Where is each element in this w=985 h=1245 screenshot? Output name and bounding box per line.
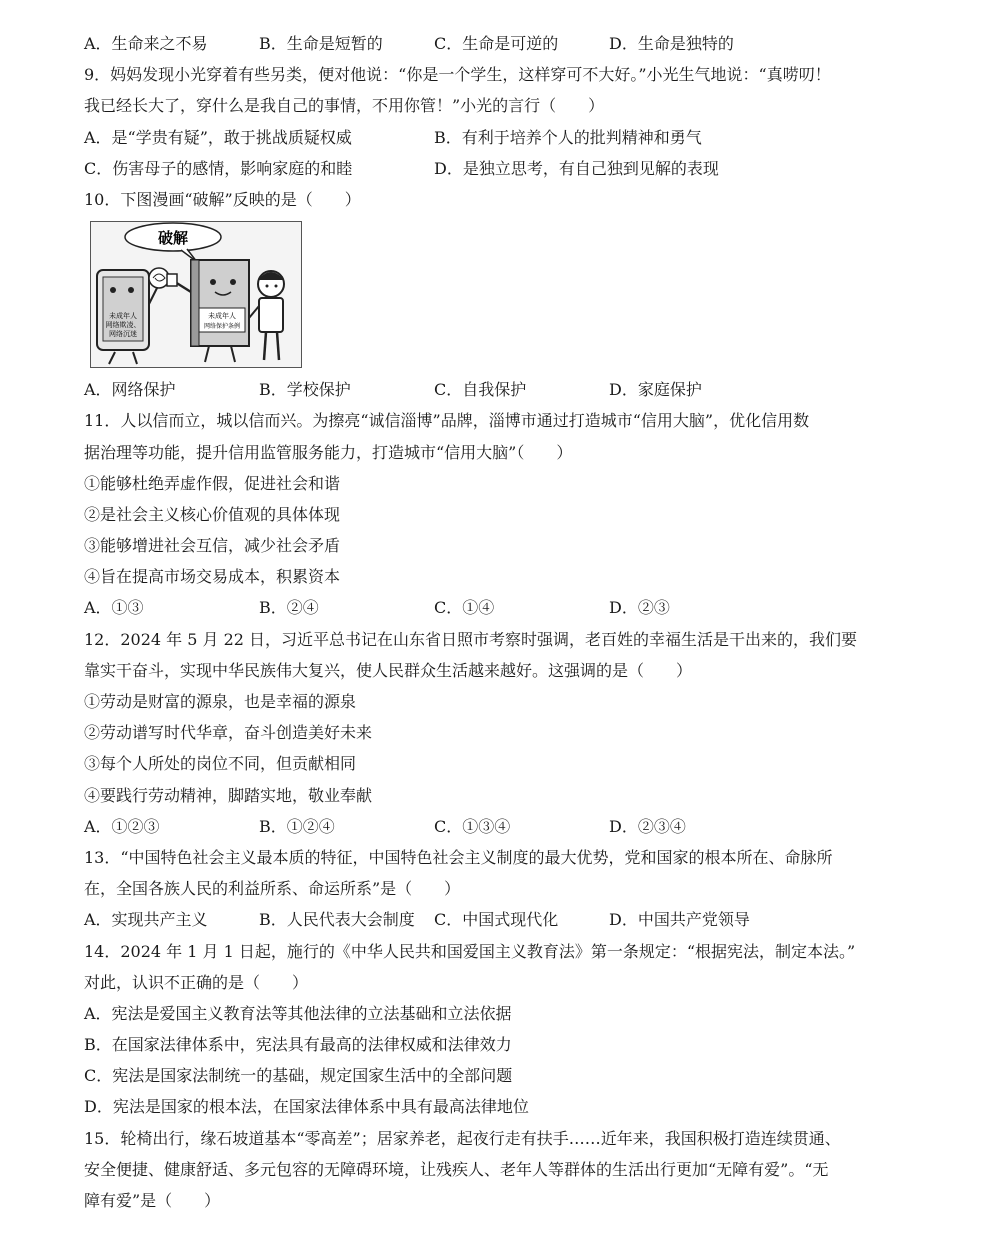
option-a[interactable]: A．网络保护: [84, 380, 176, 400]
q11-stem-line-2: 据治理等功能，提升信用监管服务能力，打造城市“信用大脑”（ ）: [84, 442, 573, 462]
q13-stem-line-2: 在，全国各族人民的利益所系、命运所系”是（ ）: [84, 879, 461, 899]
q13-stem-line-1: 13．“中国特色社会主义最本质的特征，中国特色社会主义制度的最大优势，党和国家的根本所在、命脉所: [84, 847, 833, 867]
book-label-line-2: 网络保护条例: [203, 323, 241, 331]
option-a[interactable]: A．①③: [84, 598, 144, 618]
q15-stem-line-1: 15．轮椅出行，缘石坡道基本“零高差”；居家养老，起夜行走有扶手……近年来，我国积极打造连续贯通、: [84, 1128, 841, 1148]
q11-item-3: ③能够增进社会互信，减少社会矛盾: [84, 536, 341, 556]
q9-options-row-2: [84, 153, 904, 184]
option-b[interactable]: B．②④: [259, 598, 319, 618]
option-d[interactable]: D．生命是独特的: [609, 34, 734, 53]
q11-item-1: ①能够杜绝弄虚作假，促进社会和谐: [84, 473, 341, 493]
q12-stem-line-1: 12．2024 年 5 月 22 日，习近平总书记在山东省日照市考察时强调，老百姓的幸福生活是干出来的，我们要: [84, 629, 858, 649]
q11-item-2: ②是社会主义核心价值观的具体体现: [84, 504, 341, 524]
option-c[interactable]: C．伤害母子的感情，影响家庭的和睦: [84, 158, 353, 178]
option-c[interactable]: C．①③④: [434, 816, 511, 836]
q14-stem-line-1: 14．2024 年 1 月 1 日起，施行的《中华人民共和国爱国主义教育法》第一条规定：“根据宪法，制定本法。”: [84, 941, 856, 961]
option-a[interactable]: A．宪法是爱国主义教育法等其他法律的立法基础和立法依据: [84, 1003, 512, 1023]
option-a[interactable]: A．①②③: [84, 816, 160, 836]
phone-sign-line-2: 网络欺凌、: [105, 321, 141, 330]
option-b[interactable]: B．在国家法律体系中，宪法具有最高的法律权威和法律效力: [84, 1035, 512, 1055]
q12-item-3: ③每个人所处的岗位不同，但贡献相同: [84, 754, 357, 774]
phone-character: [97, 268, 169, 364]
option-c[interactable]: C．生命是可逆的: [434, 34, 559, 53]
comic-drawing: [91, 222, 301, 367]
q8-options: [84, 28, 904, 59]
option-d[interactable]: D．中国共产党领导: [609, 910, 750, 930]
q15-stem-line-3: 障有爱”是（ ）: [84, 1191, 221, 1210]
q13-options: [84, 904, 904, 935]
option-d[interactable]: D．②③: [609, 598, 670, 618]
q12-item-2: ②劳动谱写时代华章，奋斗创造美好未来: [84, 723, 373, 743]
option-b[interactable]: B．生命是短暂的: [259, 34, 383, 53]
q10-options: [84, 374, 904, 405]
option-c[interactable]: C．中国式现代化: [434, 910, 559, 930]
option-c[interactable]: C．①④: [434, 598, 495, 618]
q11-item-4: ④旨在提高市场交易成本，积累资本: [84, 567, 341, 587]
option-d[interactable]: D．家庭保护: [609, 380, 702, 400]
option-c[interactable]: C．宪法是国家法制统一的基础，规定国家生活中的全部问题: [84, 1066, 513, 1086]
option-c[interactable]: C．自我保护: [434, 380, 527, 400]
q12-item-1: ①劳动是财富的源泉，也是幸福的源泉: [84, 692, 357, 711]
q12-stem-line-2: 靠实干奋斗，实现中华民族伟大复兴，使人民群众生活越来越好。这强调的是（ ）: [84, 660, 693, 680]
option-b[interactable]: B．人民代表大会制度: [259, 910, 415, 930]
option-a[interactable]: A．是“学贵有疑”，敢于挑战质疑权威: [84, 127, 352, 147]
option-a[interactable]: A．实现共产主义: [84, 910, 208, 930]
option-a[interactable]: A．生命来之不易: [84, 34, 208, 53]
q12-item-4: ④要践行劳动精神，脚踏实地，敬业奉献: [84, 785, 373, 805]
q11-stem-line-1: 11．人以信而立，城以信而兴。为擦亮“诚信淄博”品牌，淄博市通过打造城市“信用大脑”，优化信用数: [84, 411, 810, 431]
q9-stem-line-1: 9．妈妈发现小光穿着有些另类，便对他说：“你是一个学生，这样穿可不大好。”小光生气地说：“真唠叨！: [84, 65, 831, 85]
q11-options: [84, 592, 904, 623]
phone-sign-line-3: 网络沉迷: [109, 330, 137, 339]
q15-stem-line-2: 安全便捷、健康舒适、多元包容的无障碍环境，让残疾人、老年人等群体的生活出行更加“无障有爱”。“无: [84, 1159, 829, 1179]
book-label-line-1: 未成年人: [208, 312, 236, 321]
q12-options: [84, 811, 904, 842]
bubble-text: 破解: [157, 229, 189, 248]
exam-page: [84, 28, 904, 1216]
q14-stem-line-2: 对此，认识不正确的是（ ）: [84, 972, 309, 992]
q9-stem-line-2: 我已经长大了，穿什么是我自己的事情，不用你管！”小光的言行（ ）: [84, 96, 605, 116]
option-b[interactable]: B．学校保护: [259, 380, 351, 400]
option-d[interactable]: D．宪法是国家的根本法，在国家法律体系中具有最高法律地位: [84, 1097, 529, 1117]
q9-options-row-1: [84, 122, 904, 153]
q10-stem: 10．下图漫画“破解”反映的是（ ）: [84, 189, 361, 209]
option-d[interactable]: D．是独立思考，有自己独到见解的表现: [434, 158, 719, 178]
option-b[interactable]: B．①②④: [259, 816, 335, 836]
option-b[interactable]: B．有利于培养个人的批判精神和勇气: [434, 127, 702, 147]
option-d[interactable]: D．②③④: [609, 816, 686, 836]
comic-illustration: [90, 221, 302, 368]
phone-sign-line-1: 未成年人: [109, 312, 137, 321]
child-character: [249, 271, 284, 360]
book-character: [167, 260, 249, 362]
